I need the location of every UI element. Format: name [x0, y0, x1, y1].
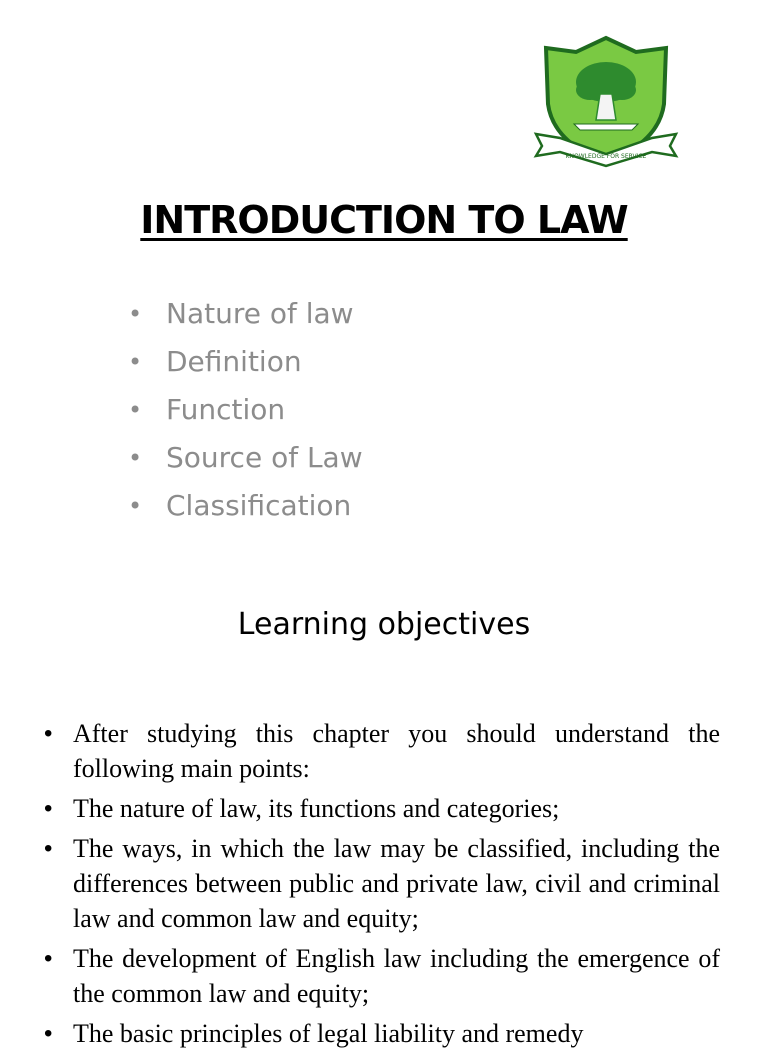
objectives-list	[44, 716, 720, 1056]
topic-item: • Source of Law	[128, 436, 363, 484]
objective-item: • The nature of law, its functions and categories;	[44, 791, 720, 826]
topic-item: • Definition	[128, 340, 363, 388]
motto-text: KNOWLEDGE FOR SERVICE	[565, 153, 647, 160]
topic-item: • Nature of law	[128, 292, 363, 340]
topic-item: • Classification	[128, 484, 363, 532]
slide-title: INTRODUCTION TO LAW	[140, 198, 628, 242]
school-crest-logo	[530, 34, 682, 170]
objective-item: • After studying this chapter you should understand the following main points:	[44, 716, 720, 786]
tree-trunk	[596, 94, 616, 120]
section-heading: Learning objectives	[237, 607, 531, 642]
topics-list	[128, 292, 363, 532]
objective-item: • The development of English law including the emergence of the common law and equity;	[44, 941, 720, 1011]
topic-item: • Function	[128, 388, 363, 436]
objective-item: • The basic principles of legal liability and remedy	[44, 1016, 720, 1051]
objective-item: • The ways, in which the law may be classified, including the differences between public and private law, civil and criminal law and common law and equity;	[44, 831, 720, 936]
